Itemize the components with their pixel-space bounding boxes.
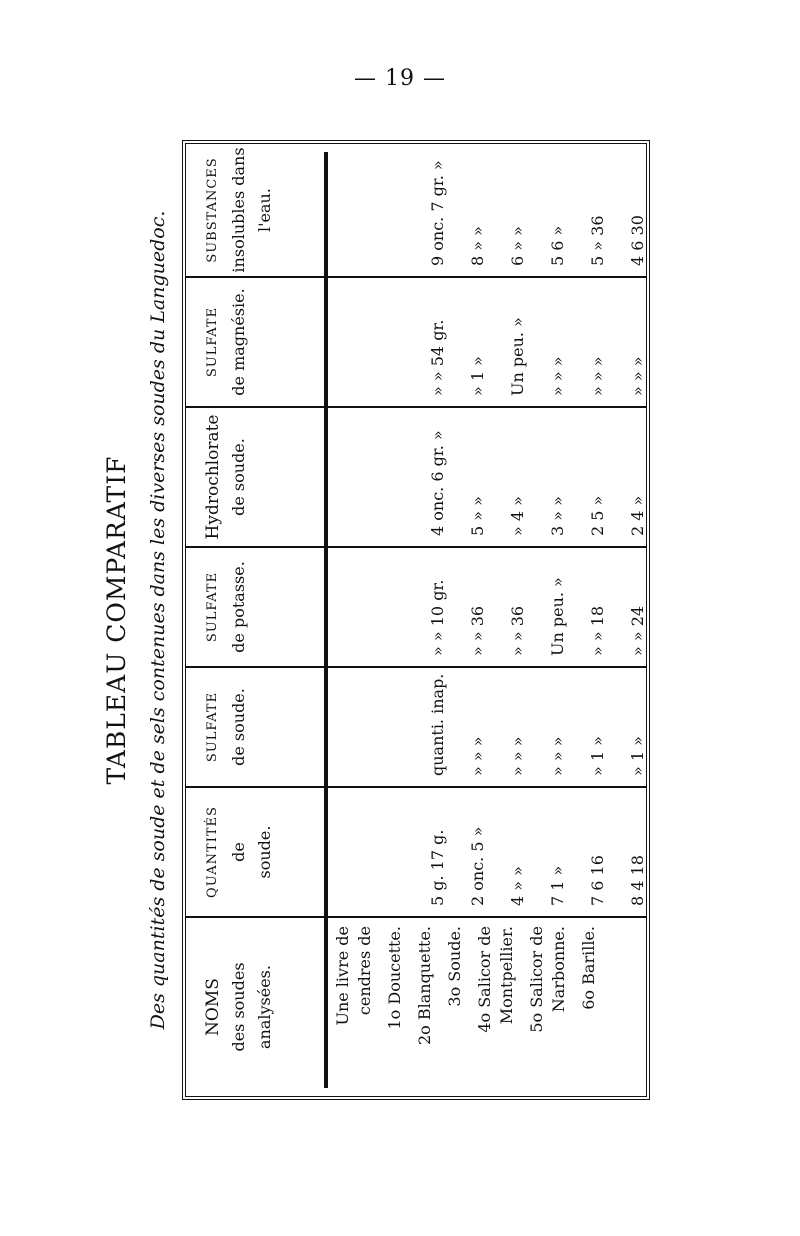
column-names [186, 916, 646, 1096]
sulfate-soude-cells [418, 668, 658, 786]
table-cell: » » » [628, 356, 647, 396]
table-cell: » 1 » [468, 356, 487, 396]
table-cell: 6 » » [508, 226, 527, 266]
row-name: 4o Salicor de Montpellier. [475, 926, 516, 1033]
table-cell: » » » [548, 736, 567, 776]
header-substances-insolubles: SUBSTANCES insolubles dans l'eau. [205, 147, 274, 273]
table-cell: » » 18 [588, 605, 607, 656]
column-quantites [186, 786, 646, 916]
header-quantites: QUANTITÉS de soude. [205, 806, 274, 898]
table-cell: 2 onc. 5 » [468, 826, 487, 906]
table-cell: » 1 » [628, 736, 647, 776]
table-cell: Un peu. » [508, 317, 527, 396]
header-sulfate-soude: SULFATE de soude. [205, 688, 248, 766]
table-cell: » 4 » [508, 496, 527, 536]
table-cell: 5 » » [468, 496, 487, 536]
table-cell: » » » [508, 736, 527, 776]
table-cell: » » » [588, 356, 607, 396]
table-cell: » » » [468, 736, 487, 776]
row-name: 6o Barille. [579, 926, 598, 1010]
quantites-cells [418, 788, 658, 916]
table-cell: 3 » » [548, 496, 567, 536]
table-cell: quanti. inap. [428, 673, 447, 776]
column-substances-insolubles [186, 144, 646, 276]
table-cell: 4 6 30 [628, 215, 647, 266]
table-cell: » 1 » [588, 736, 607, 776]
table-cell: Un peu. » [548, 577, 567, 656]
sulfate-magnesie-cells [418, 278, 658, 406]
table-cell: 8 » » [468, 226, 487, 266]
column-sulfate-potasse [186, 546, 646, 666]
table-cell: 9 onc. 7 gr. » [428, 160, 447, 266]
comparison-table [182, 140, 650, 1100]
row-name: 3o Soude. [445, 926, 464, 1007]
header-sulfate-magnesie: SULFATE de magnésie. [205, 288, 248, 396]
row-name: 1o Doucette. [385, 926, 404, 1030]
table-cell: 5 g. 17 g. [428, 829, 447, 906]
row-name: 5o Salicor de Narbonne. [527, 926, 568, 1033]
sulfate-potasse-cells [418, 548, 658, 666]
table-cell: 4 » » [508, 866, 527, 906]
column-sulfate-magnesie [186, 276, 646, 406]
page-title: TABLEAU COMPARATIF [102, 455, 131, 785]
table-cell: » » 10 gr. [428, 579, 447, 656]
hydrochlorate-cells [418, 408, 658, 546]
header-sulfate-potasse: SULFATE de potasse. [205, 561, 248, 653]
page-number: — 19 — [354, 66, 446, 91]
table-cell: 5 6 » [548, 225, 567, 266]
header-names: NOMS des soudes analysées. [203, 962, 274, 1052]
table-cell: 8 4 18 [628, 855, 647, 906]
intro-text: Une livre de cendres de [333, 926, 374, 1026]
table-cell: » » 36 [508, 605, 527, 656]
table-cell: » » 54 gr. [428, 319, 447, 396]
table-cell: 2 5 » [588, 495, 607, 536]
table-cell: » » 24 [628, 605, 647, 656]
table-cell: 5 » 36 [588, 215, 607, 266]
table-cell: 2 4 » [628, 495, 647, 536]
substances-insolubles-cells [418, 144, 658, 276]
page-subtitle: Des quantités de soude et de sels contenues dans les diverses soudes du Languedoc. [147, 210, 169, 1030]
table-cell: » » » [548, 356, 567, 396]
table-cell: » » 36 [468, 605, 487, 656]
table-cell: 7 1 » [548, 865, 567, 906]
column-hydrochlorate [186, 406, 646, 546]
names-cells [328, 918, 604, 1096]
rotated-content [100, 120, 660, 1120]
header-hydrochlorate: Hydrochlorate de soude. [203, 414, 248, 540]
column-sulfate-soude [186, 666, 646, 786]
row-name: 2o Blanquette. [415, 926, 434, 1046]
table-cell: 4 onc. 6 gr. » [428, 430, 447, 536]
table-cell: 7 6 16 [588, 855, 607, 906]
